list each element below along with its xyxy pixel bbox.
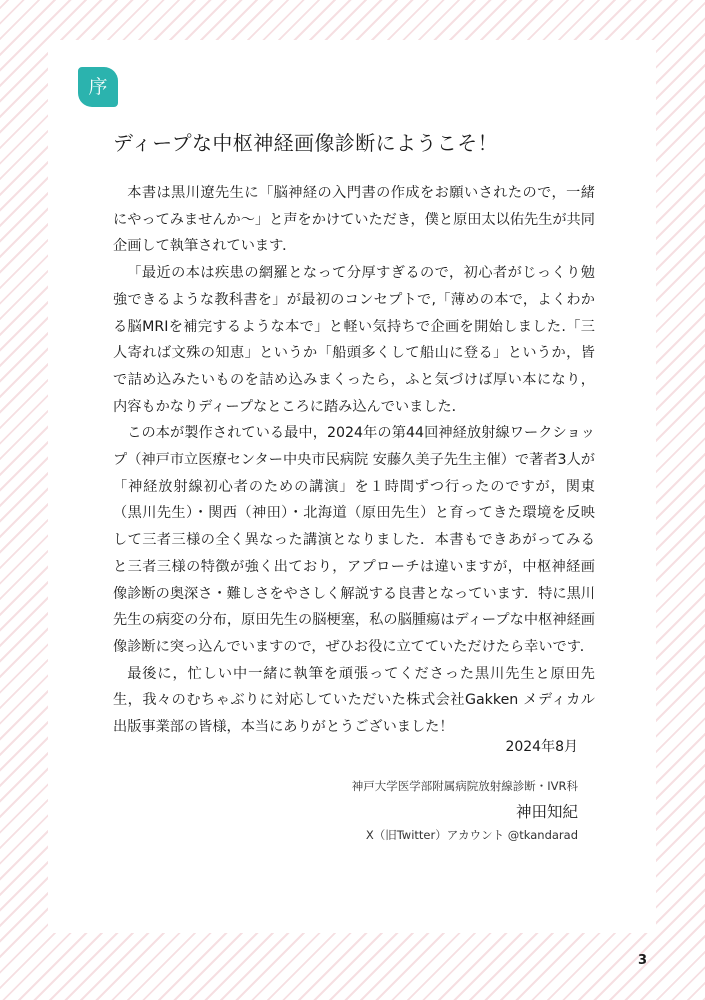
page-title: ディープな中枢神経画像診断にようこそ！ (113, 131, 498, 155)
section-badge: 序 (78, 67, 118, 107)
paragraph-1: 本書は黒川遼先生に「脳神経の入門書の作成をお願いされたので，一緒にやってみませんか～」と声をかけていただき，僕と原田太以佑先生が共同企画して執筆されています． (113, 185, 595, 255)
paragraph-3: この本が製作されている最中，2024年の第44回神経放射線ワークショップ（神戸市立医療センター中央市民病院 安藤久美子先生主催）で著者3人が「神経放射線初心者のための講演」を１時間ずつ行ったのですが，関東（黒川先生）・関西（神田）・北海道（原田先生）と育ってきた環境を反映して三者三様の全く異なった講演となりました．本書もできあがってみると三者三様の特徴が強く出ており，アプローチは違いますが，中枢神経画像診断の奥深さ・難しさをやさしく解説する良書となっています．特に黒川先生の病変の分布，原田先生の脳梗塞，私の脳腫瘍はディープな中枢神経画像診断に突っ込んでいますので，ぜひお役に立てていただけたら幸いです． (113, 425, 595, 655)
author-account: X（旧Twitter）アカウント @tkandarad (365, 828, 578, 842)
body-text (113, 180, 595, 741)
page-number: 3 (638, 953, 648, 968)
author-name: 神田知紀 (515, 803, 578, 821)
author-affiliation: 神戸大学医学部附属病院放射線診断・IVR科 (351, 779, 578, 793)
paragraph-2: 「最近の本は疾患の網羅となって分厚すぎるので，初心者がじっくり勉強できるような教科書を」が最初のコンセプトで,「薄めの本で，よくわかる脳MRIを補完するような本で」と軽い気持ちで企画を開始しました.「三人寄れば文殊の知恵」というか「船頭多くして船山に登る」というか，皆で詰め込みたいものを詰め込みまくったら，ふと気づけば厚い本になり，内容もかなりディープなところに踏み込んでいました． (113, 265, 595, 415)
date: 2024年8月 (505, 739, 578, 755)
paragraph-4: 最後に，忙しい中一緒に執筆を頑張ってくださった黒川先生と原田先生，我々のむちゃぶりに対応していただいた株式会社Gakken メディカル出版事業部の皆様，本当にありがとうございました！ (113, 665, 595, 736)
